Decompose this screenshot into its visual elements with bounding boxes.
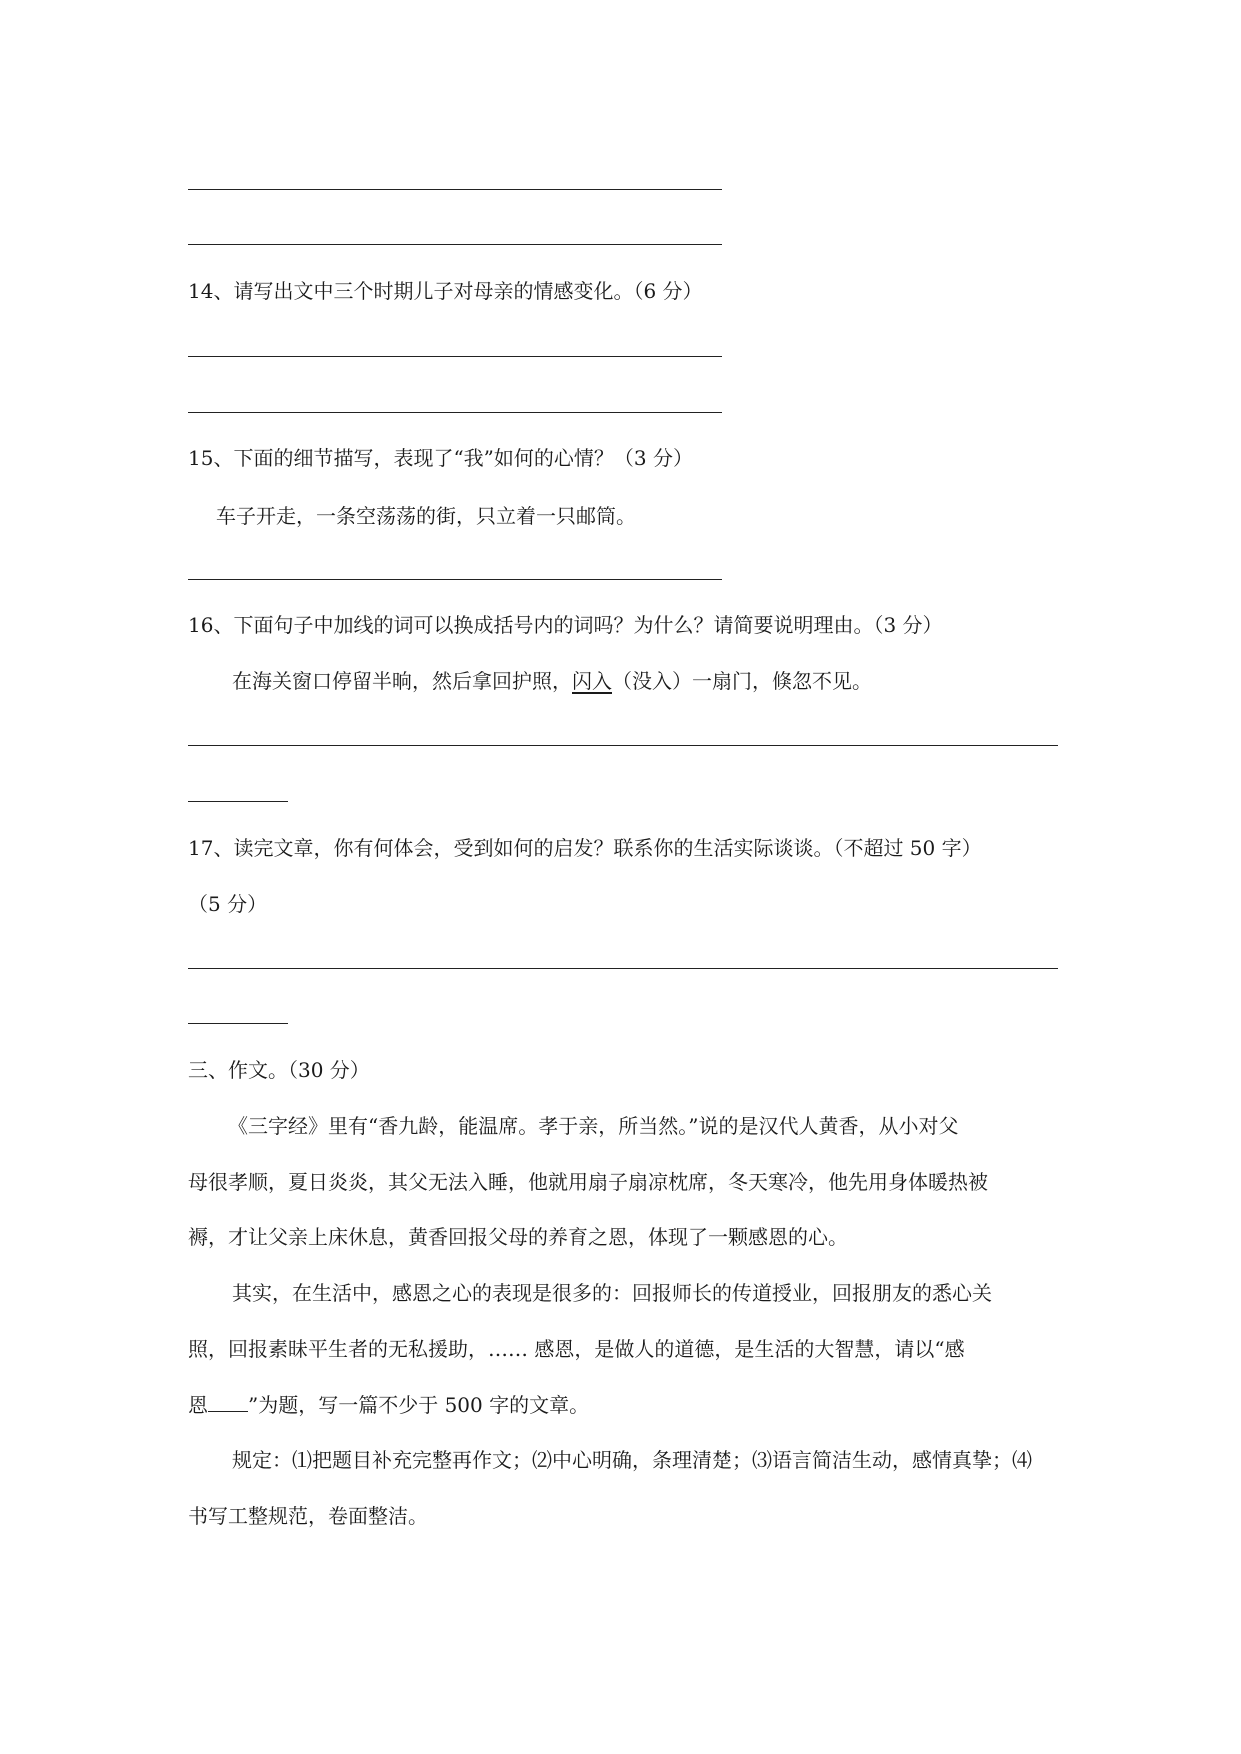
answer-line-short [188, 1023, 288, 1024]
requirements-line-2: 书写工整规范，卷面整洁。 [188, 1504, 428, 1528]
question-17-score: （5 分） [188, 892, 268, 916]
question-16: 16、下面句子中加线的词可以换成括号内的词吗？为什么？请简要说明理由。（3 分） [188, 613, 943, 637]
question-15-sentence: 车子开走，一条空荡荡的街，只立着一只邮筒。 [216, 504, 636, 528]
question-14: 14、请写出文中三个时期儿子对母亲的情感变化。（6 分） [188, 279, 703, 303]
title-start: 恩 [188, 1393, 208, 1417]
question-17: 17、读完文章，你有何体会，受到如何的启发？联系你的生活实际谈谈。（不超过 50 字） [188, 836, 982, 860]
answer-line [188, 579, 722, 580]
composition-paragraph-2-line-1: 其实，在生活中，感恩之心的表现是很多的：回报师长的传道授业，回报朋友的悉心关 [232, 1281, 992, 1305]
requirements-line-1: 规定：⑴把题目补充完整再作文；⑵中心明确，条理清楚；⑶语言简洁生动，感情真挚；⑷ [232, 1448, 1032, 1472]
question-16-sentence [232, 667, 872, 695]
answer-line-short [188, 801, 288, 802]
title-blank [208, 1391, 248, 1412]
composition-paragraph-1-line-1: 《三字经》里有“香九龄，能温席。孝于亲，所当然。”说的是汉代人黄香，从小对父 [228, 1114, 959, 1138]
composition-paragraph-2-line-2: 照，回报素昧平生者的无私援助，…… 感恩，是做人的道德，是生活的大智慧，请以“感 [188, 1337, 965, 1361]
answer-line [188, 244, 722, 245]
answer-line [188, 356, 722, 357]
answer-line [188, 968, 1058, 969]
answer-line [188, 745, 1058, 746]
composition-paragraph-1-line-2: 母很孝顺，夏日炎炎，其父无法入睡，他就用扇子扇凉枕席，冬天寒冷，他先用身体暖热被 [188, 1170, 988, 1194]
underlined-word: 闪入 [572, 669, 612, 693]
sentence-before: 在海关窗口停留半晌，然后拿回护照， [232, 669, 572, 693]
answer-line [188, 189, 722, 190]
sentence-after: （没入）一扇门，倏忽不见。 [612, 669, 872, 693]
composition-heading: 三、作文。（30 分） [188, 1058, 370, 1082]
question-15: 15、下面的细节描写，表现了“我”如何的心情？（3 分） [188, 446, 693, 470]
title-end: ”为题，写一篇不少于 500 字的文章。 [248, 1393, 590, 1417]
composition-paragraph-2-line-3 [188, 1391, 589, 1419]
composition-paragraph-1-line-3: 褥，才让父亲上床休息，黄香回报父母的养育之恩，体现了一颗感恩的心。 [188, 1225, 848, 1249]
answer-line [188, 412, 722, 413]
